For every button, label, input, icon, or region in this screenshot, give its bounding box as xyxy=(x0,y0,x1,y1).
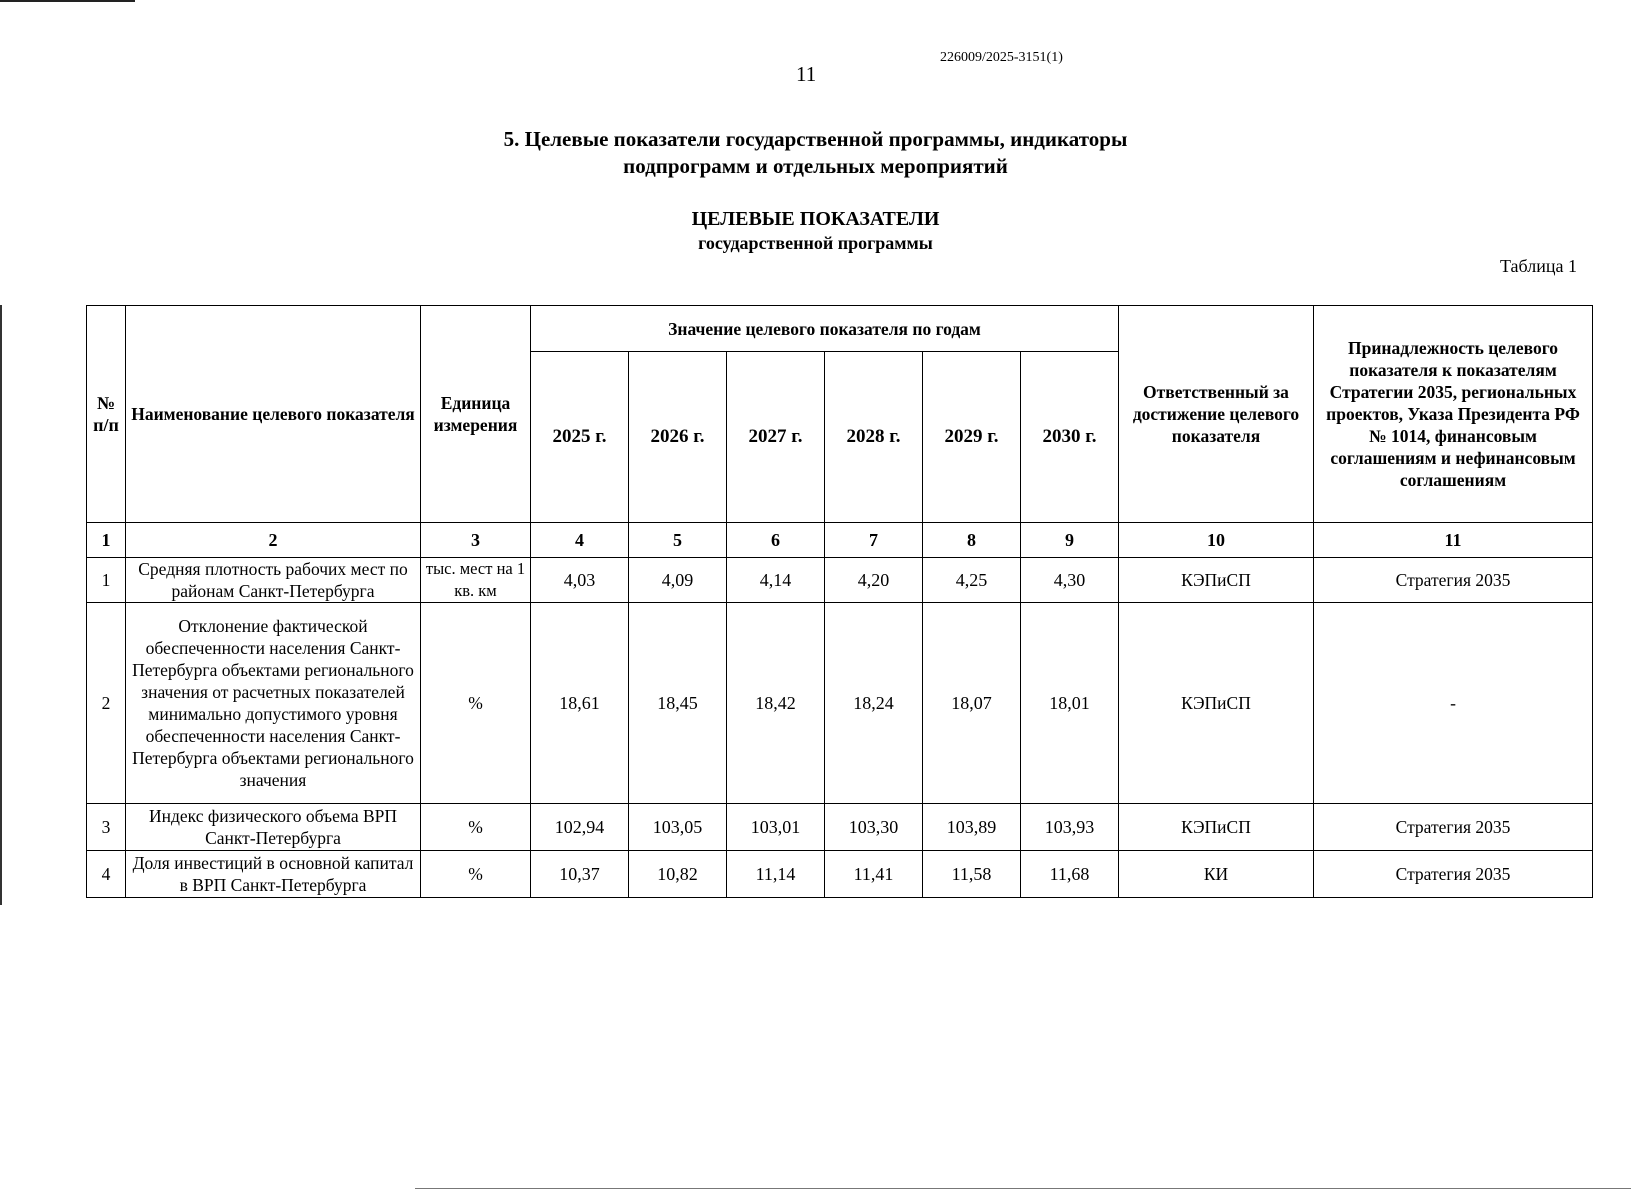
section-title-line-2: подпрограмм и отдельных мероприятий xyxy=(623,154,1008,178)
table-row xyxy=(87,804,1593,851)
responsible: КИ xyxy=(1119,851,1314,898)
header-year: 2030 г. xyxy=(1021,352,1119,523)
scan-edge-top xyxy=(0,0,135,2)
value-2026: 4,09 xyxy=(629,558,727,603)
value-2030: 11,68 xyxy=(1021,851,1119,898)
table-label: Таблица 1 xyxy=(1500,256,1577,276)
unit: % xyxy=(421,804,531,851)
header-year: 2025 г. xyxy=(531,352,629,523)
value-2030: 4,30 xyxy=(1021,558,1119,603)
indicator-name: Индекс физического объема ВРП Санкт-Петербурга xyxy=(126,804,421,851)
value-2029: 11,58 xyxy=(923,851,1021,898)
affiliation: Стратегия 2035 xyxy=(1314,851,1593,898)
value-2025: 18,61 xyxy=(531,603,629,804)
registration-number: 226009/2025-3151(1) xyxy=(940,50,1063,65)
header-indicator-name: Наименование целевого показателя xyxy=(126,306,421,523)
indicator-name: Доля инвестиций в основной капитал в ВРП Санкт-Петербурга xyxy=(126,851,421,898)
affiliation: Стратегия 2035 xyxy=(1314,804,1593,851)
header-affiliation: Принадлежность целевого показателя к показателям Стратегии 2035, региональных проектов, Указа Президента РФ № 1014, финансовым соглашениям и нефинансовым соглашениям xyxy=(1314,306,1593,523)
header-year: 2028 г. xyxy=(825,352,923,523)
value-2028: 11,41 xyxy=(825,851,923,898)
column-number: 11 xyxy=(1314,523,1593,558)
unit: % xyxy=(421,603,531,804)
target-indicators-table xyxy=(86,305,1593,898)
value-2025: 10,37 xyxy=(531,851,629,898)
row-number: 2 xyxy=(87,603,126,804)
value-2026: 10,82 xyxy=(629,851,727,898)
column-number: 6 xyxy=(727,523,825,558)
value-2027: 18,42 xyxy=(727,603,825,804)
indicator-name: Средняя плотность рабочих мест по районам Санкт-Петербурга xyxy=(126,558,421,603)
section-title xyxy=(0,126,1631,180)
header-number: № п/п xyxy=(87,306,126,523)
column-number: 2 xyxy=(126,523,421,558)
column-number: 8 xyxy=(923,523,1021,558)
value-2027: 11,14 xyxy=(727,851,825,898)
value-2028: 103,30 xyxy=(825,804,923,851)
table-title: ЦЕЛЕВЫЕ ПОКАЗАТЕЛИ xyxy=(691,208,940,230)
value-2027: 103,01 xyxy=(727,804,825,851)
unit: % xyxy=(421,851,531,898)
section-title-line-1: 5. Целевые показатели государственной программы, индикаторы xyxy=(503,127,1128,151)
page-number: 11 xyxy=(796,62,817,86)
column-number: 9 xyxy=(1021,523,1119,558)
row-number: 4 xyxy=(87,851,126,898)
responsible: КЭПиСП xyxy=(1119,603,1314,804)
scan-edge-left xyxy=(0,305,2,905)
value-2025: 102,94 xyxy=(531,804,629,851)
value-2030: 18,01 xyxy=(1021,603,1119,804)
header-year: 2026 г. xyxy=(629,352,727,523)
row-number: 1 xyxy=(87,558,126,603)
column-number: 7 xyxy=(825,523,923,558)
column-number: 1 xyxy=(87,523,126,558)
indicator-name: Отклонение фактической обеспеченности населения Санкт-Петербурга объектами регионального значения от расчетных показателей минимально допустимого уровня обеспеченности населения Санкт-Петербурга объектами регионального значения xyxy=(126,603,421,804)
row-number: 3 xyxy=(87,804,126,851)
affiliation: Стратегия 2035 xyxy=(1314,558,1593,603)
table-row xyxy=(87,851,1593,898)
value-2029: 4,25 xyxy=(923,558,1021,603)
table-row xyxy=(87,603,1593,804)
value-2030: 103,93 xyxy=(1021,804,1119,851)
value-2027: 4,14 xyxy=(727,558,825,603)
responsible: КЭПиСП xyxy=(1119,804,1314,851)
responsible: КЭПиСП xyxy=(1119,558,1314,603)
table-row xyxy=(87,558,1593,603)
column-number: 5 xyxy=(629,523,727,558)
header-unit: Единица измерения xyxy=(421,306,531,523)
column-number: 4 xyxy=(531,523,629,558)
header-year: 2027 г. xyxy=(727,352,825,523)
value-2028: 18,24 xyxy=(825,603,923,804)
column-number: 3 xyxy=(421,523,531,558)
value-2026: 103,05 xyxy=(629,804,727,851)
value-2029: 103,89 xyxy=(923,804,1021,851)
value-2025: 4,03 xyxy=(531,558,629,603)
table-subtitle: государственной программы xyxy=(698,233,933,253)
column-number: 10 xyxy=(1119,523,1314,558)
value-2026: 18,45 xyxy=(629,603,727,804)
header-values-by-year: Значение целевого показателя по годам xyxy=(531,306,1119,352)
header-responsible: Ответственный за достижение целевого показателя xyxy=(1119,306,1314,523)
unit: тыс. мест на 1 кв. км xyxy=(421,558,531,603)
value-2029: 18,07 xyxy=(923,603,1021,804)
header-year: 2029 г. xyxy=(923,352,1021,523)
value-2028: 4,20 xyxy=(825,558,923,603)
affiliation: - xyxy=(1314,603,1593,804)
scan-edge-bottom xyxy=(415,1188,1631,1189)
